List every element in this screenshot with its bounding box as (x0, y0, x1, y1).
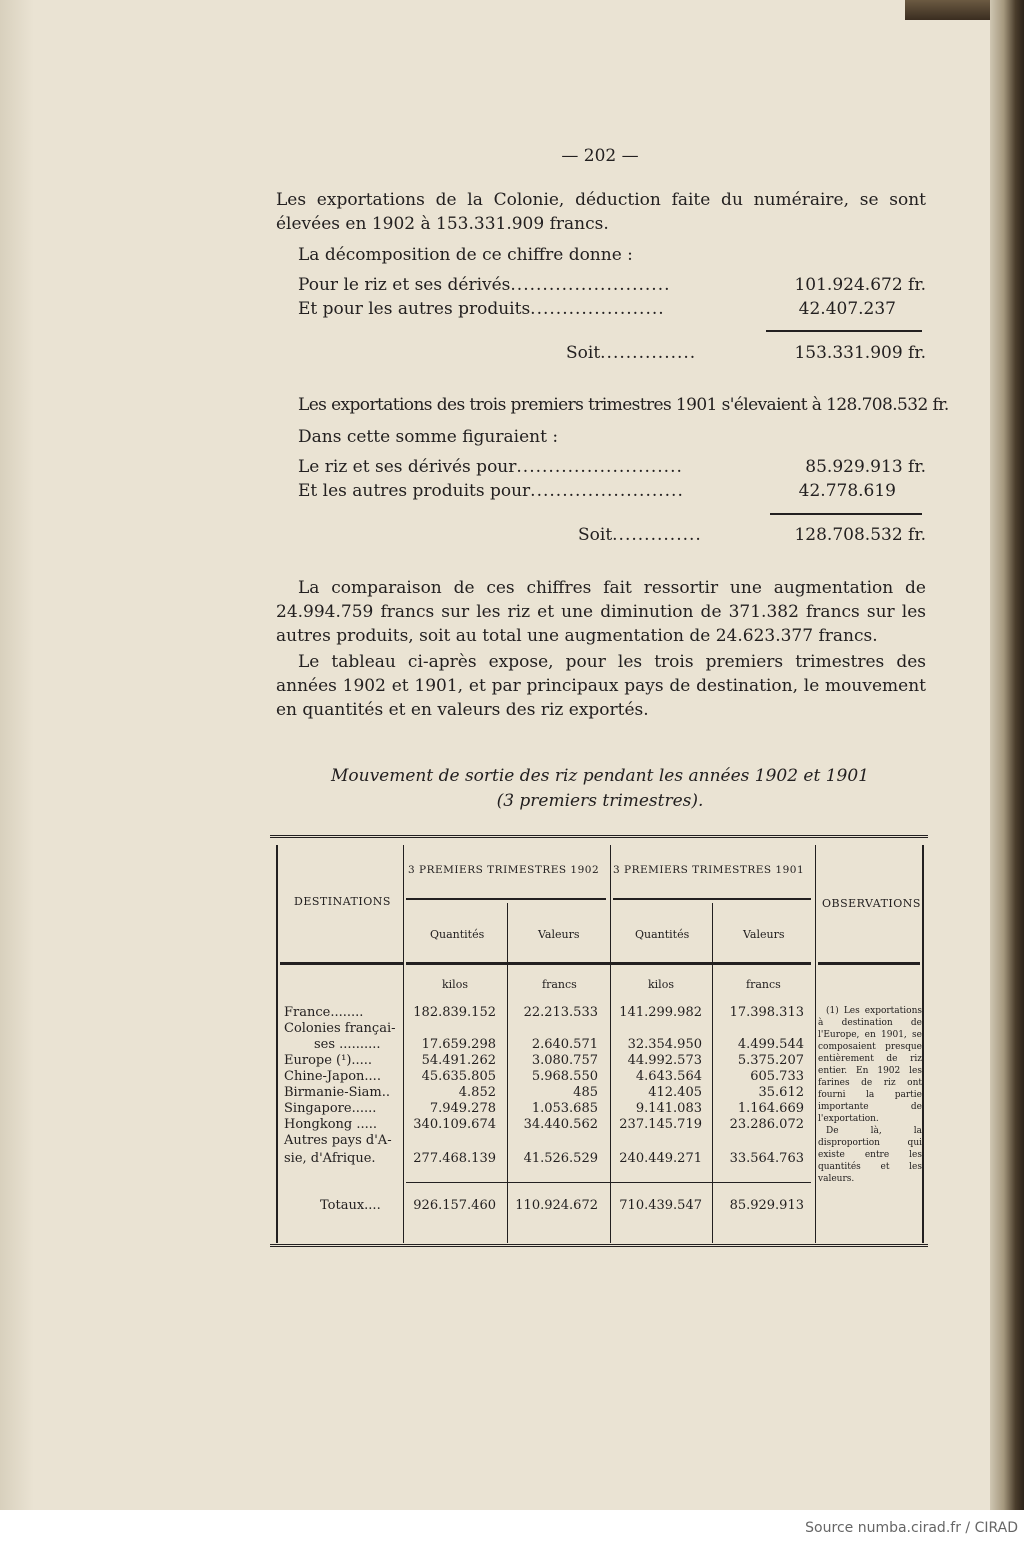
table-border-right (922, 845, 924, 1243)
page-number: — 202 — (561, 146, 639, 166)
row-quantity-1901: 9.141.083 (635, 1101, 702, 1116)
row-value-1902: 2.640.571 (531, 1037, 598, 1052)
sum-rule-1901 (770, 513, 922, 515)
header-1901: 3 PREMIERS TRIMESTRES 1901 (613, 864, 805, 876)
row-quantity-1901: 240.449.271 (619, 1151, 702, 1166)
subheader-quantites-1902: Quantités (430, 928, 485, 941)
col-divider-3 (610, 845, 611, 1243)
row-quantity-1901: 237.145.719 (619, 1117, 702, 1132)
included-label: Dans cette somme figuraient : (298, 427, 559, 447)
row-destination: Europe (¹)..... (284, 1053, 373, 1068)
total-1902-label: Soit............... (566, 343, 697, 363)
total-quantity-1902: 926.157.460 (413, 1198, 496, 1213)
breakdown-1902-other-amount: 42.407.237 (798, 299, 896, 319)
row-value-1902: 41.526.529 (523, 1151, 598, 1166)
row-value-1901: 17.398.313 (729, 1005, 804, 1020)
row-quantity-1901: 44.992.573 (627, 1053, 702, 1068)
col-divider-2 (507, 903, 508, 1243)
unit-kilos-1902: kilos (442, 978, 468, 991)
total-1902-amount: 153.331.909 fr. (794, 343, 926, 363)
totals-rule (406, 1182, 811, 1183)
row-destination: Hongkong ..... (284, 1117, 378, 1132)
total-quantity-1901: 710.439.547 (619, 1198, 702, 1213)
total-1901-amount: 128.708.532 fr. (794, 525, 926, 545)
breakdown-1901-rice-amount: 85.929.913 fr. (805, 457, 926, 477)
intro-paragraph: Les exportations de la Colonie, déduction faite du numéraire, se sont élevées en 1902 à 153.331.909 francs. (276, 190, 926, 234)
row-destination: Singapore...... (284, 1101, 377, 1116)
col-divider-5 (815, 845, 816, 1243)
row-quantity-1902: 340.109.674 (413, 1117, 496, 1132)
row-quantity-1902: 17.659.298 (421, 1037, 496, 1052)
col-divider-1 (403, 845, 404, 1243)
page-shadow (0, 0, 34, 1510)
header-rule-obs (818, 962, 920, 965)
row-destination: sie, d'Afrique. (284, 1151, 376, 1166)
unit-francs-1902: francs (542, 978, 577, 991)
header-destinations: DESTINATIONS (294, 895, 391, 908)
subheader-valeurs-1902: Valeurs (538, 928, 580, 941)
unit-kilos-1901: kilos (648, 978, 674, 991)
comparison-paragraph: La comparaison de ces chiffres fait ressortir une augmentation de 24.994.759 francs sur les riz et une diminution de 371.382 francs sur les autres produits, soit au total une augmentation de 24.623.377 francs. (276, 578, 926, 646)
header-1902: 3 PREMIERS TRIMESTRES 1902 (408, 864, 600, 876)
header-brace-1902 (406, 898, 606, 900)
row-quantity-1901: 32.354.950 (627, 1037, 702, 1052)
row-quantity-1901: 141.299.982 (619, 1005, 702, 1020)
row-quantity-1902: 7.949.278 (429, 1101, 496, 1116)
table-subtitle: (3 premiers trimestres). (496, 791, 704, 811)
row-quantity-1901: 4.643.564 (635, 1069, 702, 1084)
row-value-1901: 33.564.763 (729, 1151, 804, 1166)
row-destination: ses .......... (314, 1037, 381, 1052)
row-quantity-1902: 4.852 (458, 1085, 496, 1100)
totals-label: Totaux.... (320, 1198, 381, 1213)
unit-francs-1901: francs (746, 978, 781, 991)
col-divider-4 (712, 903, 713, 1243)
table-border-left (276, 845, 278, 1243)
row-value-1901: 35.612 (758, 1085, 804, 1100)
header-observations: OBSERVATIONS (822, 897, 921, 910)
row-quantity-1902: 54.491.262 (421, 1053, 496, 1068)
rice-exports-table (270, 835, 928, 1247)
row-quantity-1902: 45.635.805 (421, 1069, 496, 1084)
subheader-quantites-1901: Quantités (635, 928, 690, 941)
header-brace-1901 (613, 898, 811, 900)
row-quantity-1902: 182.839.152 (413, 1005, 496, 1020)
exports-1901-line: Les exportations des trois premiers trimestres 1901 s'élevaient à 128.708.532 fr. (298, 395, 949, 415)
row-destination: Colonies françai- (284, 1021, 396, 1036)
total-1901-label: Soit.............. (578, 525, 702, 545)
row-destination: Birmanie-Siam.. (284, 1085, 391, 1100)
row-quantity-1902: 277.468.139 (413, 1151, 496, 1166)
breakdown-1902-other-label: Et pour les autres produits..................... (298, 299, 665, 319)
breakdown-1902-rice-amount: 101.924.672 fr. (794, 275, 926, 295)
row-value-1902: 22.213.533 (523, 1005, 598, 1020)
sum-rule-1902 (766, 330, 922, 332)
breakdown-1901-other-amount: 42.778.619 (798, 481, 896, 501)
header-rule-values (406, 962, 811, 965)
row-value-1902: 34.440.562 (523, 1117, 598, 1132)
row-value-1902: 3.080.757 (531, 1053, 598, 1068)
total-value-1902: 110.924.672 (515, 1198, 598, 1213)
table-title: Mouvement de sortie des riz pendant les années 1902 et 1901 (330, 766, 869, 786)
source-credit: Source numba.cirad.fr / CIRAD (805, 1520, 1018, 1536)
decomposition-label: La décomposition de ce chiffre donne : (298, 245, 633, 265)
row-value-1901: 5.375.207 (737, 1053, 804, 1068)
row-quantity-1901: 412.405 (648, 1085, 702, 1100)
row-value-1902: 1.053.685 (531, 1101, 598, 1116)
row-value-1901: 4.499.544 (737, 1037, 804, 1052)
breakdown-1901-rice-label: Le riz et ses dérivés pour.......................... (298, 457, 683, 477)
subheader-valeurs-1901: Valeurs (743, 928, 785, 941)
observation-note: (1) Les exportations à destination de l'Europe, en 1901, se composaient presque entièrement de riz entier. En 1902 les farines de riz ont fourni la partie importante de l'exportation. (818, 1006, 922, 1124)
header-rule-dest (280, 962, 403, 965)
row-value-1901: 605.733 (750, 1069, 804, 1084)
total-value-1901: 85.929.913 (729, 1198, 804, 1213)
breakdown-1902-rice-label: Pour le riz et ses dérivés......................... (298, 275, 671, 295)
table-intro-paragraph: Le tableau ci-après expose, pour les trois premiers trimestres des années 1902 et 1901, et par principaux pays de destination, le mouvement en quantités et en valeurs des riz exportés. (276, 652, 926, 720)
breakdown-1901-other-label: Et les autres produits pour........................ (298, 481, 684, 501)
row-value-1902: 5.968.550 (531, 1069, 598, 1084)
row-value-1902: 485 (573, 1085, 598, 1100)
row-value-1901: 23.286.072 (729, 1117, 804, 1132)
row-destination: Autres pays d'A- (284, 1133, 392, 1148)
observation-note-2: De là, la disproportion qui existe entre les quantités et les valeurs. (818, 1126, 922, 1184)
row-value-1901: 1.164.669 (737, 1101, 804, 1116)
book-spine (990, 0, 1024, 1510)
row-destination: Chine-Japon.... (284, 1069, 381, 1084)
row-destination: France........ (284, 1005, 364, 1020)
